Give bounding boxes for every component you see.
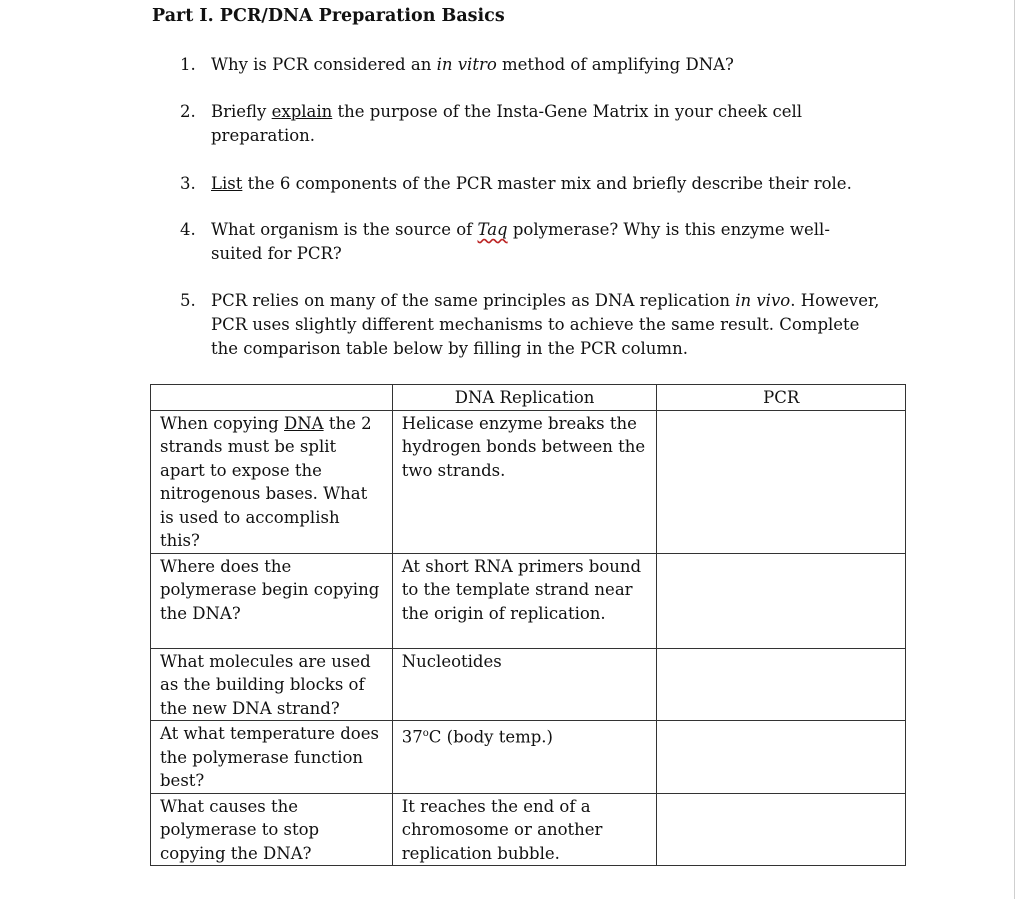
row-question-cell: When copying DNA the 2 strands must be split apart to expose the nitrogenous bases. What is used to accomplish this? — [151, 410, 393, 553]
question-text: Why is PCR considered an in vitro method of amplifying DNA? — [211, 55, 734, 74]
question-number: 1. — [180, 55, 196, 74]
table-row — [151, 793, 906, 866]
page-title: Part I. PCR/DNA Preparation Basics — [152, 6, 505, 26]
row-dna-cell: Nucleotides — [392, 648, 657, 721]
question-text: PCR relies on many of the same principles as DNA replication in vivo. However, PCR uses slightly different mechanisms to achieve the same result. Complete the comparison table below by filling in the PCR column. — [211, 291, 880, 358]
table-row — [151, 648, 906, 721]
comparison-table — [150, 384, 906, 866]
row-pcr-answer-cell[interactable] — [657, 648, 906, 721]
row-question-cell: At what temperature does the polymerase function best? — [151, 721, 393, 794]
row-dna-cell: 37$^o$C (body temp.) — [392, 721, 657, 794]
row-pcr-answer-cell[interactable] — [657, 721, 906, 794]
question-text: List the 6 components of the PCR master mix and briefly describe their role. — [211, 174, 852, 193]
question-number: 2. — [180, 102, 196, 121]
table-row — [151, 410, 906, 553]
row-pcr-answer-cell[interactable] — [657, 410, 906, 553]
row-dna-cell: It reaches the end of a chromosome or another replication bubble. — [392, 793, 657, 866]
row-pcr-answer-cell[interactable] — [657, 793, 906, 866]
table-row — [151, 553, 906, 648]
row-dna-cell: At short RNA primers bound to the template strand near the origin of replication. — [392, 553, 657, 648]
table-row — [151, 721, 906, 794]
question-text: Briefly explain the purpose of the Insta-Gene Matrix in your cheek cell preparation. — [211, 102, 803, 145]
row-question-cell: Where does the polymerase begin copying the DNA? — [151, 553, 393, 648]
header-cell-pcr: PCR — [657, 385, 906, 411]
header-cell-dna-replication: DNA Replication — [392, 385, 657, 411]
row-pcr-answer-cell[interactable] — [657, 553, 906, 648]
header-cell-blank — [151, 385, 393, 411]
question-number: 3. — [180, 174, 196, 193]
table-header-row — [151, 385, 906, 411]
question-number: 5. — [180, 291, 196, 310]
row-question-cell: What causes the polymerase to stop copying the DNA? — [151, 793, 393, 866]
row-question-cell: What molecules are used as the building blocks of the new DNA strand? — [151, 648, 393, 721]
question-text: What organism is the source of Taq polymerase? Why is this enzyme well-suited for PCR? — [211, 220, 830, 263]
row-dna-cell: Helicase enzyme breaks the hydrogen bonds between the two strands. — [392, 410, 657, 553]
question-number: 4. — [180, 220, 196, 239]
page-edge-divider — [1014, 0, 1015, 899]
